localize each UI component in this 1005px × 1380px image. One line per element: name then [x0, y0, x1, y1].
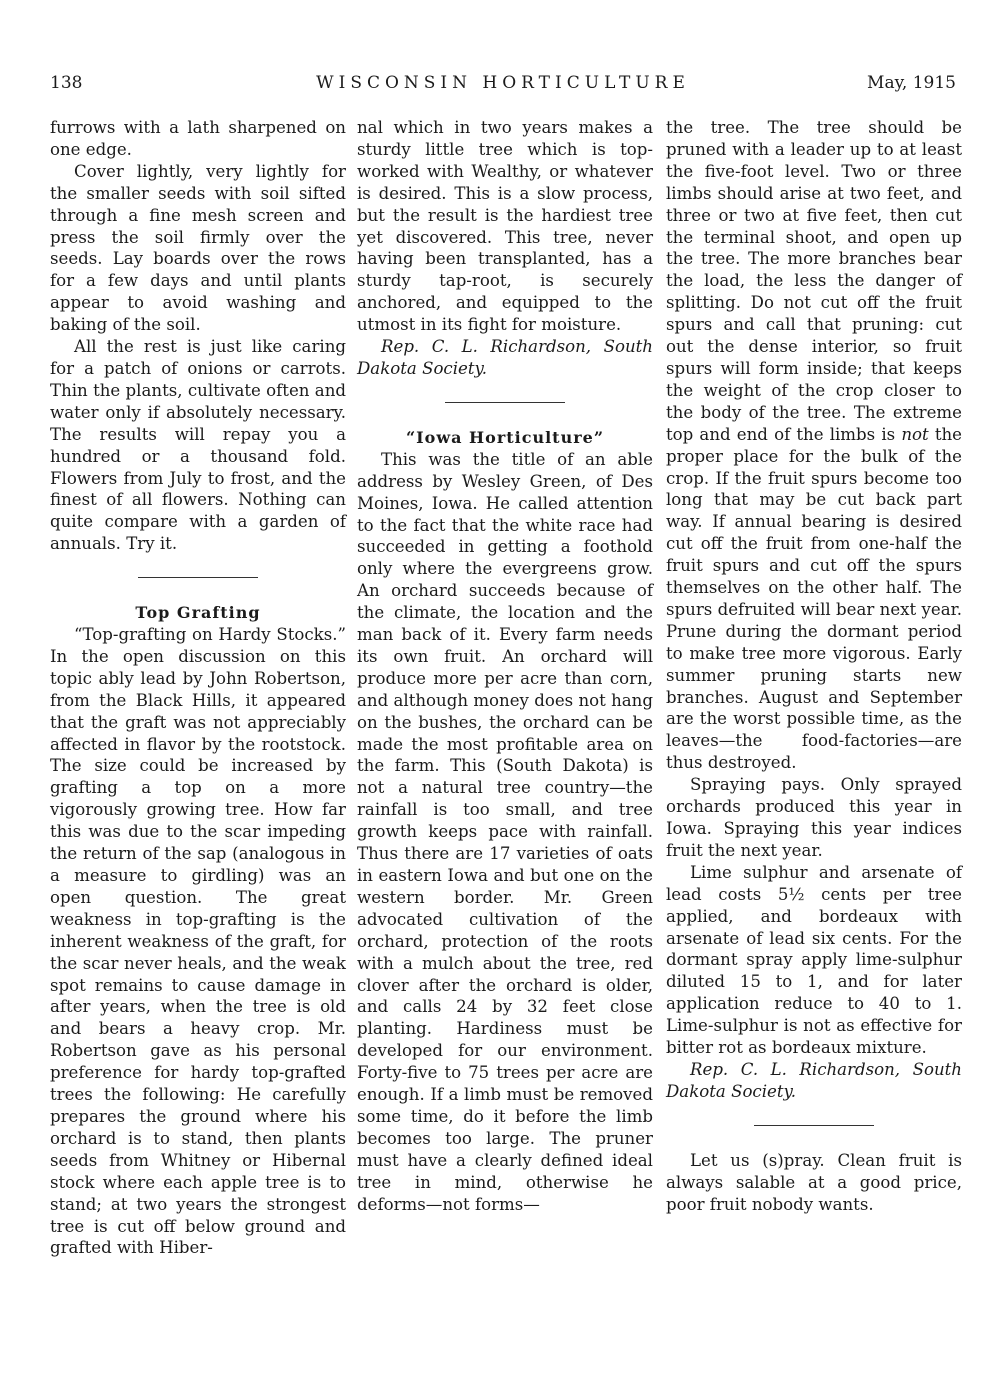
paragraph — [666, 117, 962, 774]
page-number: 138 — [50, 73, 83, 93]
column-1 — [50, 117, 346, 1259]
paragraph: All the rest is just like caring for a patch of onions or carrots. Thin the plants, cultivate often and water only if absolutely necessary. The results will repay you a hundred or a thousand fold. Flowers from July to frost, and the finest of all flowers. Nothing can quite compare with a garden of annuals. Try it. — [50, 337, 346, 554]
text-run: the proper place for the bulk of the crop. If the fruit spurs become too long that may be cut back part way. If annual bearing is desired cut off the fruit from one-half the fruit spurs and cut off the spurs themselves on the other half. The spurs defruited will bear next year. Prune during the dormant period to make tree more vigorous. Early summer pruning starts new branches. August and September are the worst possible time, as the leaves—the food-factories—are thus destroyed. — [666, 424, 963, 773]
signature: Rep. C. L. Richardson, South Dakota Society. — [357, 337, 653, 378]
paragraph: furrows with a lath sharpened on one edge. — [50, 118, 346, 159]
signature: Rep. C. L. Richardson, South Dakota Society. — [666, 1059, 962, 1101]
section-heading: Top Grafting — [135, 603, 261, 623]
page-header — [50, 73, 956, 103]
paragraph: This was the title of an able address by Wesley Green, of Des Moines, Iowa. He called attention to the fact that the white race had succeeded in getting a foothold only where the evergreens grow. An orchard succeeds because of the climate, the location and the man back of it. Every farm needs its own fruit. An orchard will produce more per acre than corn, and although money does not hang on the bushes, the orchard can be made the most profitable area on the farm. This (South Dakota) is not a natural tree country—the rainfall is too small, and tree growth keeps pace with rainfall. Thus there are 17 varieties of oats in eastern Iowa and but one on the western border. Mr. Green advocated cultivation of the orchard, protection of the roots with a mulch about the tree, red clover after the orchard is older, and calls 24 by 32 feet close planting. Hardiness must be developed for our environment. Forty-five to 75 trees per acre are enough. If a limb must be removed some time, do it before the limb becomes too large. The pruner must have a clearly defined ideal tree in mind, otherwise he deforms—not forms— — [357, 449, 653, 1214]
paragraph: nal which in two years makes a sturdy little tree which is top-worked with Wealthy, or whatever is desired. This is a slow process, but the result is the hardiest tree yet discovered. This tree, never having been transplanted, has a sturdy tap-root, is securely anchored, and equipped to the utmost in its fight for moisture. — [357, 118, 653, 335]
paragraph: “Top-grafting on Hardy Stocks.” In the open discussion on this topic ably lead by John Robertson, from the Black Hills, it appeared that the graft was not appreciably affected in flavor by the rootstock. The size could be increased by grafting a top on a more vigorously growing tree. How far this was due to the scar impeding the return of the sap (analogous in a measure to girdling) was an open question. The great weakness in top-grafting is the inherent weakness of the graft, for the scar never heals, and the weak spot remains to cause damage in after years, when the tree is old and bears a heavy crop. Mr. Robertson gave as his personal preference for hardy top-grafted trees the following: He carefully prepares the ground where his orchard is to stand, then plants seeds from Whitney or Hibernal stock where each apple tree is to stand; at two years the strongest tree is cut off below ground and grafted with Hiber- — [50, 625, 346, 1258]
emphasis: not — [901, 424, 929, 444]
section-heading: “Iowa Horticulture” — [405, 427, 605, 447]
column-2 — [357, 117, 653, 1216]
paragraph: Let us (s)pray. Clean fruit is always salable at a good price, poor fruit nobody wants. — [666, 1150, 962, 1214]
paragraph: Cover lightly, very lightly for the smaller seeds with soil sifted through a fine mesh screen and press the soil firmly over the seeds. Lay boards over the rows for a few days and until plants appear to avoid washing and baking of the soil. — [50, 161, 346, 335]
paragraph: Lime sulphur and arsenate of lead costs 5½ cents per tree applied, and bordeaux with arsenate of lead six cents. For the dormant spray apply lime-sulphur diluted 15 to 1, and for later application reduce to 40 to 1. Lime-sulphur is not as effective for bitter rot as bordeaux mixture. — [666, 862, 962, 1058]
paragraph: Spraying pays. Only sprayed orchards produced this year in Iowa. Spraying this year indices fruit the next year. — [666, 775, 962, 860]
issue-date: May, 1915 — [867, 73, 956, 93]
section-divider — [138, 577, 258, 578]
section-divider — [754, 1125, 874, 1126]
column-3 — [666, 117, 962, 1216]
journal-title: WISCONSIN HORTICULTURE — [316, 73, 690, 93]
text-run: the tree. The tree should be pruned with a leader up to at least the five-foot level. Two or three limbs should arise at two feet, and three or two at five feet, then cut the terminal shoot, and open up the tree. The more branches bear the load, the less the danger of splitting. Do not cut off the fruit spurs and call that pruning: cut out the dense interior, so fruit spurs will form inside; that keeps the weight of the crop closer to the body of the tree. The extreme top and end of the limbs is — [666, 118, 962, 444]
section-divider — [445, 402, 565, 403]
